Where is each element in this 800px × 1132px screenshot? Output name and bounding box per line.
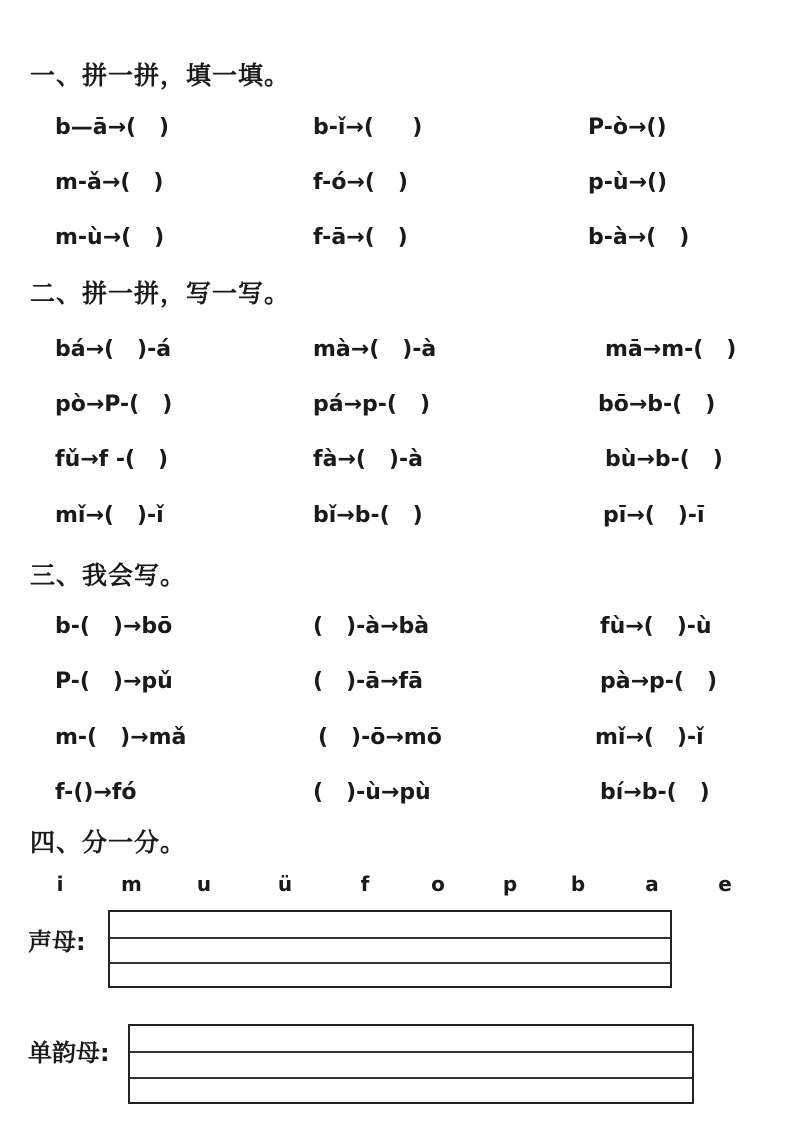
exercise-item: fǔ→f -( ) <box>55 447 169 472</box>
exercise-item: mà→( )-à <box>313 337 437 362</box>
exercise-item: fà→( )-à <box>313 447 423 472</box>
exercise-item: pī→( )-ī <box>603 503 705 528</box>
letter-item: m <box>121 872 142 896</box>
exercise-item: pá→p-( ) <box>313 392 430 417</box>
exercise-item: fù→( )-ù <box>600 614 712 639</box>
letter-item: e <box>718 872 732 896</box>
letter-item: i <box>56 872 64 896</box>
letter-item: b <box>570 872 586 896</box>
writing-line <box>130 1051 692 1053</box>
section-1-row <box>0 108 800 148</box>
exercise-item: pà→p-( ) <box>600 669 717 694</box>
letter-item: ü <box>277 872 293 896</box>
letter-item: o <box>431 872 445 896</box>
exercise-item: P-ò→() <box>588 115 667 140</box>
writing-line <box>130 1077 692 1079</box>
exercise-item: m-ǎ→( ) <box>55 170 164 195</box>
section-3-row <box>0 773 800 813</box>
section-1-row <box>0 163 800 203</box>
section-2-row <box>0 385 800 425</box>
letter-item: f <box>360 872 370 896</box>
exercise-item: m-( )→mǎ <box>55 725 187 750</box>
section-2-row <box>0 330 800 370</box>
exercise-item: p-ù→() <box>588 170 668 195</box>
section-1-title: 一、拼一拼，填一填。 <box>30 61 291 90</box>
exercise-item: mā→m-( ) <box>605 337 737 362</box>
exercise-item: bō→b-( ) <box>598 392 716 417</box>
exercise-item: pò→P-( ) <box>55 392 173 417</box>
exercise-item: ( )-ā→fā <box>313 669 423 694</box>
exercise-item: m-ù→( ) <box>55 225 165 250</box>
section-3-row <box>0 607 800 647</box>
exercise-item: ( )-ō→mō <box>318 725 442 750</box>
letter-item: u <box>196 872 212 896</box>
writing-line <box>110 937 670 939</box>
finals-label: 单韵母: <box>28 1039 110 1067</box>
section-1-row <box>0 218 800 258</box>
letter-item: p <box>502 872 518 896</box>
exercise-item: ( )-ù→pù <box>313 780 431 805</box>
exercise-item: f-ó→( ) <box>313 170 408 195</box>
exercise-item: b-( )→bō <box>55 614 173 639</box>
initials-label: 声母: <box>28 928 86 956</box>
exercise-item: b-ǐ→( ) <box>313 115 423 140</box>
exercise-item: f-()→fó <box>55 780 137 805</box>
section-3-title: 三、我会写。 <box>30 561 187 590</box>
exercise-item: ( )-à→bà <box>313 614 430 639</box>
section-3-row <box>0 662 800 702</box>
exercise-item: b-à→( ) <box>588 225 690 250</box>
writing-line <box>110 962 670 964</box>
section-3-row <box>0 718 800 758</box>
exercise-item: f-ā→( ) <box>313 225 408 250</box>
exercise-item: P-( )→pǔ <box>55 669 173 694</box>
exercise-item: b—ā→( ) <box>55 115 170 140</box>
exercise-item: bù→b-( ) <box>605 447 723 472</box>
letter-list <box>0 866 800 902</box>
exercise-item: mǐ→( )-ǐ <box>55 503 164 528</box>
exercise-item: mǐ→( )-ǐ <box>595 725 704 750</box>
section-4-title: 四、分一分。 <box>30 828 187 857</box>
section-2-row <box>0 496 800 536</box>
section-2-row <box>0 440 800 480</box>
letter-item: a <box>645 872 659 896</box>
finals-writing-box[interactable] <box>128 1024 694 1104</box>
section-2-title: 二、拼一拼，写一写。 <box>30 279 291 308</box>
initials-writing-box[interactable] <box>108 910 672 988</box>
exercise-item: bí→b-( ) <box>600 780 710 805</box>
exercise-item: bǐ→b-( ) <box>313 503 423 528</box>
exercise-item: bá→( )-á <box>55 337 172 362</box>
